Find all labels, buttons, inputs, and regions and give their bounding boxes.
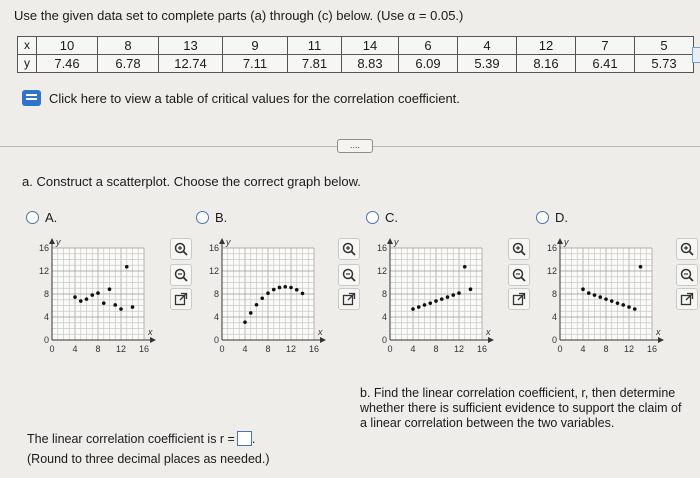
zoom-in-button-a[interactable] [170,238,192,260]
data-point [434,299,438,303]
data-point [283,285,287,289]
copy-data-tab[interactable] [692,47,700,63]
popout-button-a[interactable] [170,288,192,310]
y-tick-label: 8 [213,289,219,299]
data-point [451,293,455,297]
option-b-label: B. [215,210,228,225]
data-point [428,301,432,305]
data-point [411,307,415,311]
x-tick-label: 0 [219,344,225,354]
option-a-label: A. [45,210,58,225]
option-d-radio[interactable] [536,211,549,224]
zoom-out-button-b[interactable] [338,264,360,286]
x-axis-arrow [488,337,494,343]
x-tick-label: 16 [476,344,488,354]
data-point [278,286,282,290]
r-answer-input[interactable] [237,431,252,446]
y-tick-label: 12 [208,266,219,276]
data-point [581,287,585,291]
x-row-header: x [18,37,37,55]
period: . [251,431,256,446]
option-b[interactable] [196,210,227,225]
data-point [119,307,123,311]
y-tick-label: 16 [546,243,557,253]
x-tick-label: 16 [646,344,658,354]
data-point [243,320,247,324]
x-tick-label: 8 [433,344,439,354]
instructions: Use the given data set to complete parts (a) through (c) below. (Use α = 0.05.) [14,8,464,23]
x-tick-label: 8 [603,344,609,354]
option-a[interactable] [26,210,57,225]
y-cell: 7.46 [37,55,98,73]
option-a-radio[interactable] [26,211,39,224]
data-point [639,265,643,269]
data-point [301,292,305,296]
x-axis-arrow [150,337,156,343]
data-point [289,286,293,290]
option-c[interactable] [366,210,398,225]
x-cell: 6 [399,37,458,55]
data-point [627,305,631,309]
data-point [295,288,299,292]
option-d[interactable] [536,210,568,225]
data-point [446,295,450,299]
x-cell: 13 [159,37,223,55]
y-tick-label: 12 [546,266,557,276]
x-cell: 11 [288,37,342,55]
zoom-in-button-c[interactable] [508,238,530,260]
graph-c [366,232,506,362]
y-axis-arrow [557,238,563,244]
x-tick-label: 16 [308,344,320,354]
x-tick-label: 0 [387,344,393,354]
y-cell: 12.74 [159,55,223,73]
external-link-icon [174,292,188,306]
x-tick-label: 8 [95,344,101,354]
data-point [90,293,94,297]
graph-a [28,232,168,362]
y-axis-label: y [226,237,231,247]
data-point [96,291,100,295]
zoom-in-icon [342,242,356,256]
x-row [18,37,694,55]
y-tick-label: 12 [376,266,387,276]
y-cell: 7.11 [223,55,288,73]
y-row [18,55,694,73]
x-tick-label: 4 [580,344,586,354]
y-tick-label: 4 [213,312,219,322]
y-tick-label: 4 [551,312,557,322]
y-axis-label: y [564,237,569,247]
x-cell: 7 [576,37,635,55]
data-table [17,36,694,73]
y-tick-label: 4 [43,312,49,322]
y-cell: 6.78 [98,55,159,73]
x-tick-label: 12 [285,344,297,354]
data-point [255,303,259,307]
data-point [85,297,89,301]
graph-d [536,232,676,362]
x-axis-arrow [320,337,326,343]
zoom-in-icon [174,242,188,256]
data-point [616,301,620,305]
option-b-radio[interactable] [196,211,209,224]
x-cell: 14 [342,37,399,55]
part-a-prompt: a. Construct a scatterplot. Choose the correct graph below. [22,174,361,189]
x-tick-label: 12 [453,344,465,354]
y-tick-label: 0 [551,335,557,345]
x-tick-label: 0 [49,344,55,354]
y-tick-label: 16 [376,243,387,253]
x-tick-label: 4 [242,344,248,354]
data-point [587,291,591,295]
x-tick-label: 8 [265,344,271,354]
option-c-radio[interactable] [366,211,379,224]
y-cell: 8.83 [342,55,399,73]
zoom-out-icon [680,268,694,282]
external-link-icon [680,292,694,306]
popout-button-c[interactable] [508,288,530,310]
table-icon [22,90,41,106]
x-cell: 9 [223,37,288,55]
critical-values-link[interactable] [22,90,460,106]
x-tick-label: 12 [115,344,127,354]
data-point [604,297,608,301]
y-axis-arrow [219,238,225,244]
data-point [113,303,117,307]
x-tick-label: 12 [623,344,635,354]
data-point [469,287,473,291]
data-point [272,288,276,292]
round-note: (Round to three decimal places as needed.) [27,452,270,466]
x-axis-label: x [318,327,323,337]
y-tick-label: 8 [381,289,387,299]
y-tick-label: 16 [38,243,49,253]
data-point [633,307,637,311]
zoom-out-icon [174,268,188,282]
y-cell: 7.81 [288,55,342,73]
data-point [266,291,270,295]
y-tick-label: 0 [43,335,49,345]
x-axis-label: x [486,327,491,337]
x-tick-label: 16 [138,344,150,354]
graph-b [198,232,338,362]
data-point [621,303,625,307]
x-cell: 12 [517,37,576,55]
data-point [249,311,253,315]
y-axis-arrow [49,238,55,244]
x-cell: 5 [635,37,694,55]
data-point [73,295,77,299]
data-point [79,299,83,303]
data-point [108,287,112,291]
y-axis-label: y [394,237,399,247]
x-axis-label: x [148,327,153,337]
zoom-out-button-a[interactable] [170,264,192,286]
y-axis-label: y [56,237,61,247]
x-tick-label: 4 [410,344,416,354]
option-d-label: D. [555,210,568,225]
option-c-label: C. [385,210,398,225]
data-point [102,301,106,305]
y-cell: 6.09 [399,55,458,73]
popout-button-d[interactable] [676,288,698,310]
zoom-in-button-d[interactable] [676,238,698,260]
x-axis-label: x [656,327,661,337]
data-point [610,299,614,303]
popout-button-b[interactable] [338,288,360,310]
zoom-in-button-b[interactable] [338,238,360,260]
y-cell: 5.73 [635,55,694,73]
zoom-out-icon [512,268,526,282]
part-b-prompt: b. Find the linear correlation coefficient, r, then determine whether there is sufficient evidence to support the claim of a linear correlation between the two variables. [360,386,682,430]
external-link-icon [512,292,526,306]
zoom-out-icon [342,268,356,282]
y-tick-label: 4 [381,312,387,322]
zoom-in-icon [680,242,694,256]
x-cell: 4 [458,37,517,55]
data-point [463,265,467,269]
y-tick-label: 0 [381,335,387,345]
data-point [457,291,461,295]
data-point [593,293,597,297]
y-tick-label: 16 [208,243,219,253]
y-row-header: y [18,55,37,73]
data-point [131,305,135,309]
x-tick-label: 4 [72,344,78,354]
data-point [440,297,444,301]
x-tick-label: 0 [557,344,563,354]
r-label: The linear correlation coefficient is r = [27,431,235,446]
data-point [260,296,264,300]
data-point [125,265,129,269]
data-point [423,303,427,307]
external-link-icon [342,292,356,306]
expand-button[interactable]: .... [337,139,373,153]
data-point [417,305,421,309]
zoom-out-button-d[interactable] [676,264,698,286]
x-cell: 8 [98,37,159,55]
y-tick-label: 0 [213,335,219,345]
zoom-in-icon [512,242,526,256]
x-cell: 10 [37,37,98,55]
y-cell: 6.41 [576,55,635,73]
y-tick-label: 8 [43,289,49,299]
y-axis-arrow [387,238,393,244]
critical-values-link-text[interactable]: Click here to view a table of critical values for the correlation coefficient. [49,90,460,106]
y-tick-label: 12 [38,266,49,276]
y-tick-label: 8 [551,289,557,299]
data-point [598,295,602,299]
zoom-out-button-c[interactable] [508,264,530,286]
y-cell: 5.39 [458,55,517,73]
r-answer-line [27,431,255,446]
x-axis-arrow [658,337,664,343]
y-cell: 8.16 [517,55,576,73]
